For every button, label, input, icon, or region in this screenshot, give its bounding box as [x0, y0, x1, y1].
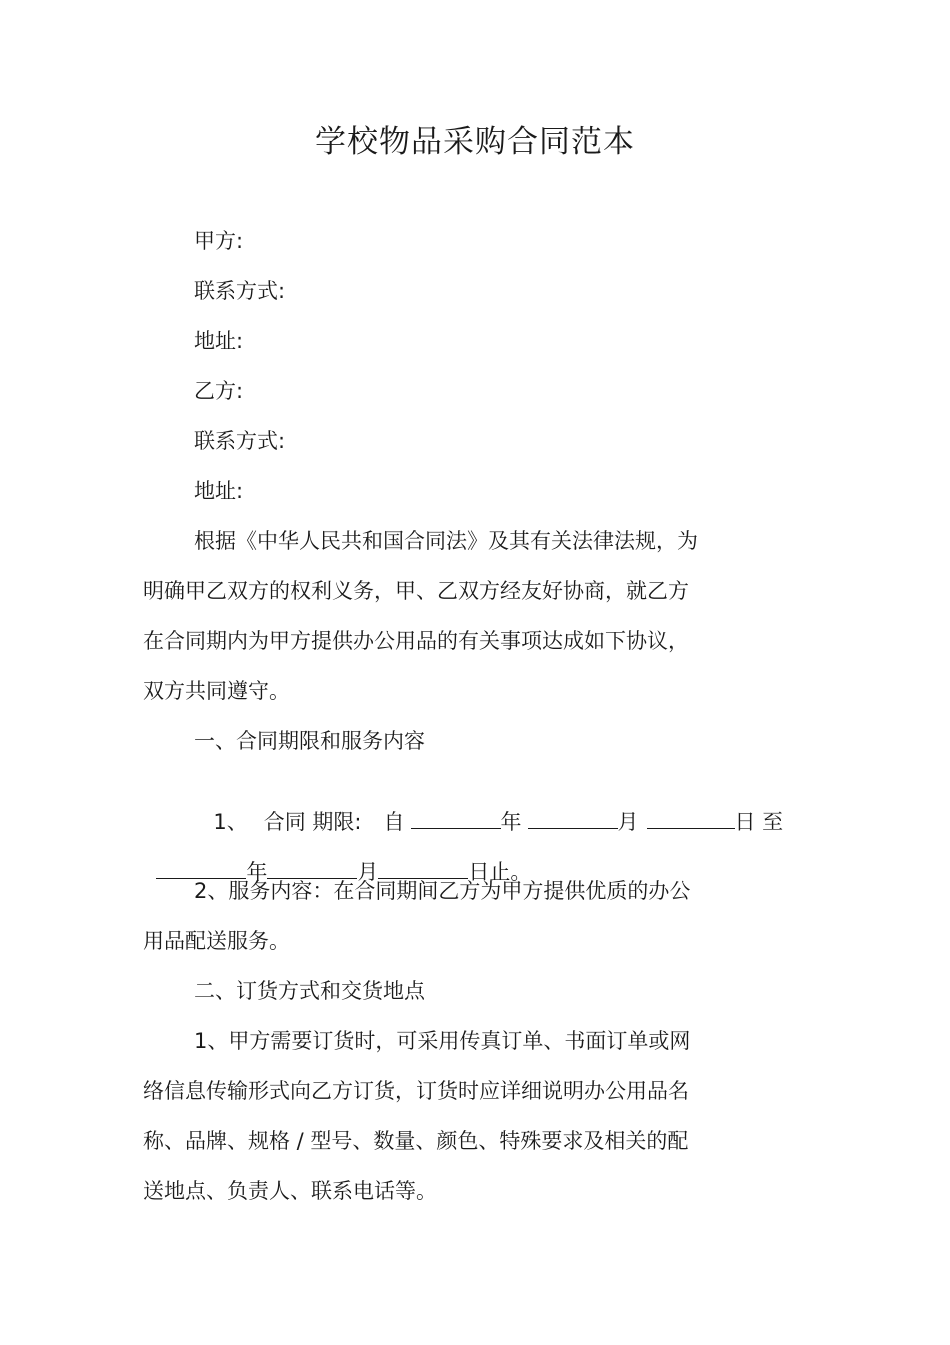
preamble-line: 双方共同遵守。 [143, 679, 290, 703]
ordering-line: 1、甲方需要订货时，可采用传真订单、书面订单或网 [194, 1029, 691, 1053]
preamble-line: 明确甲乙双方的权利义务，甲、乙双方经友好协商，就乙方 [143, 579, 689, 603]
term-month-2: 月 [357, 860, 379, 884]
term-year: 年 [500, 810, 522, 834]
preamble-line: 在合同期内为甲方提供办公用品的有关事项达成如下协议， [143, 629, 689, 653]
section-1-heading: 一、合同期限和服务内容 [194, 729, 425, 753]
party-a-label: 甲方: [194, 229, 244, 253]
party-b-address-label: 地址: [194, 479, 244, 503]
service-content-line: 2、服务内容：在合同期间乙方为甲方提供优质的办公 [194, 879, 691, 903]
preamble-line: 根据《中华人民共和国合同法》及其有关法律法规，为 [194, 529, 698, 553]
party-a-address-label: 地址: [194, 329, 244, 353]
ordering-line: 络信息传输形式向乙方订货，订货时应详细说明办公用品名 [143, 1079, 689, 1103]
party-b-label: 乙方: [194, 379, 244, 403]
party-b-contact-label: 联系方式: [194, 429, 286, 453]
term-label: 合同 期限: [263, 810, 362, 834]
section-2-heading: 二、订货方式和交货地点 [194, 979, 425, 1003]
term-month: 月 [617, 810, 639, 834]
start-day-blank [647, 806, 735, 829]
term-year-2: 年 [246, 860, 268, 884]
document-title: 学校物品采购合同范本 [315, 124, 635, 160]
term-day-to: 日 至 [734, 810, 784, 834]
ordering-line: 称、品牌、规格 / 型号、数量、颜色、特殊要求及相关的配 [143, 1129, 689, 1153]
term-end: 日止。 [468, 860, 532, 884]
ordering-line: 送地点、负责人、联系电话等。 [143, 1179, 437, 1203]
term-number: 1、 [213, 810, 248, 834]
party-a-contact-label: 联系方式: [194, 279, 286, 303]
service-content-line: 用品配送服务。 [143, 929, 290, 953]
start-month-blank [528, 806, 618, 829]
term-from: 自 [383, 810, 405, 834]
